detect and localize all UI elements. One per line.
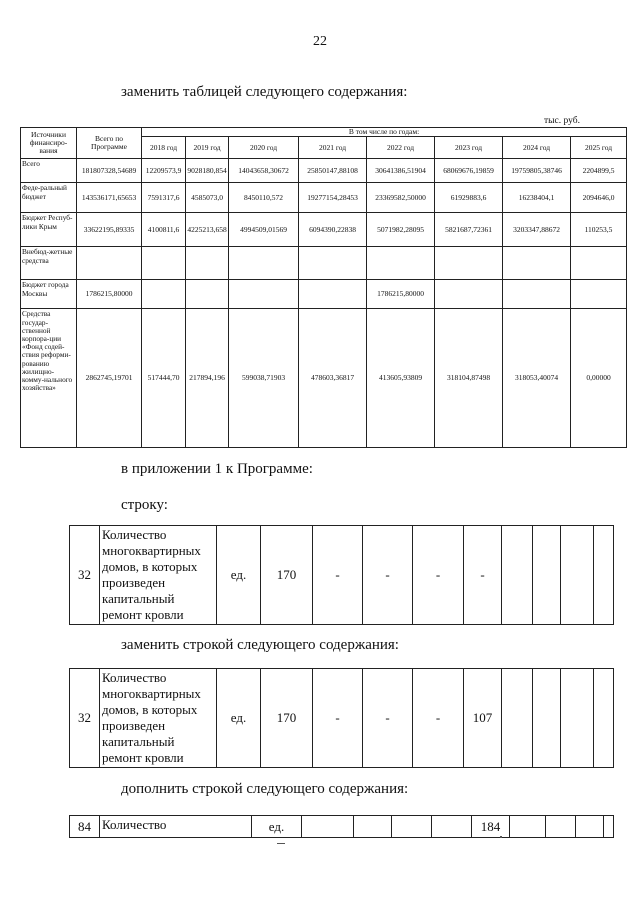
source-cell: Всего bbox=[21, 159, 77, 183]
value-cell: 517444,70 bbox=[142, 309, 186, 448]
page-number: 22 bbox=[313, 34, 327, 49]
scan-mark bbox=[277, 843, 285, 844]
value-cell: 0,00000 bbox=[571, 309, 627, 448]
heading-replace-table: заменить таблицей следующего содержания: bbox=[121, 84, 408, 100]
indicator-name-cell: Количество многоквартирных домов, в которых произведен капитальный ремонт кровли bbox=[100, 526, 217, 625]
value-cell: 2094646,0 bbox=[571, 183, 627, 213]
source-cell: Бюджет Респуб-лики Крым bbox=[21, 213, 77, 247]
value-cell: 599038,71903 bbox=[229, 309, 299, 448]
value-cell: 413605,93809 bbox=[367, 309, 435, 448]
total-cell: 143536171,65653 bbox=[77, 183, 142, 213]
value-cell: 478603,36817 bbox=[299, 309, 367, 448]
value-cell: 2204899,5 bbox=[571, 159, 627, 183]
heading-add-row: дополнить строкой следующего содержания: bbox=[121, 781, 409, 797]
year-value-cell: - bbox=[413, 669, 464, 768]
year-value-cell bbox=[432, 816, 472, 838]
year-header-1: 2018 год bbox=[142, 137, 186, 159]
row-new-table bbox=[69, 668, 614, 768]
row-add-table bbox=[69, 815, 614, 838]
base-value-cell: 170 bbox=[261, 669, 313, 768]
total-cell: 1786215,80000 bbox=[77, 280, 142, 309]
year-value-cell bbox=[594, 669, 614, 768]
value-cell: 318104,87498 bbox=[435, 309, 503, 448]
value-cell bbox=[367, 247, 435, 280]
year-value-cell bbox=[533, 669, 561, 768]
total-cell: 2862745,19701 bbox=[77, 309, 142, 448]
heading-replace-row: заменить строкой следующего содержания: bbox=[121, 637, 399, 653]
value-cell: 4585073,0 bbox=[186, 183, 229, 213]
year-value-cell bbox=[561, 669, 594, 768]
table-row bbox=[21, 213, 627, 247]
year-value-cell bbox=[533, 526, 561, 625]
value-cell: 110253,5 bbox=[571, 213, 627, 247]
source-cell: Внебюд-жетные средства bbox=[21, 247, 77, 280]
year-value-cell: - bbox=[413, 526, 464, 625]
value-cell: 7591317,6 bbox=[142, 183, 186, 213]
value-cell: 14043658,30672 bbox=[229, 159, 299, 183]
row-old-table bbox=[69, 525, 614, 625]
value-cell bbox=[186, 247, 229, 280]
table-row bbox=[21, 309, 627, 448]
year-value-cell: - bbox=[363, 669, 413, 768]
value-cell: 16238404,1 bbox=[503, 183, 571, 213]
value-cell: 4225213,658 bbox=[186, 213, 229, 247]
heading-appendix: в приложении 1 к Программе: bbox=[121, 461, 313, 477]
finance-table bbox=[20, 127, 627, 448]
year-value-cell: 184 bbox=[472, 816, 510, 838]
value-cell bbox=[299, 247, 367, 280]
year-value-cell: - bbox=[313, 526, 363, 625]
row-number-cell: 84 bbox=[70, 816, 100, 838]
row-number-cell: 32 bbox=[70, 526, 100, 625]
unit-cell: ед. bbox=[217, 669, 261, 768]
value-cell: 68069676,19859 bbox=[435, 159, 503, 183]
total-cell: 181807328,54689 bbox=[77, 159, 142, 183]
value-cell bbox=[229, 280, 299, 309]
indicator-name-cell: Количество многоквартирных домов, в которых произведен капитальный ремонт кровли bbox=[100, 669, 217, 768]
base-value-cell bbox=[302, 816, 354, 838]
indicator-name-cell: Количество bbox=[100, 816, 252, 838]
source-cell: Средства государ-ственной корпора-ции «Фонд содей-ствия реформи-рованию жилищно-комму-нального хозяйства» bbox=[21, 309, 77, 448]
year-value-cell bbox=[354, 816, 392, 838]
value-cell: 217894,196 bbox=[186, 309, 229, 448]
value-cell: 4100811,6 bbox=[142, 213, 186, 247]
year-value-cell bbox=[576, 816, 604, 838]
year-header-3: 2020 год bbox=[229, 137, 299, 159]
value-cell: 318053,40074 bbox=[503, 309, 571, 448]
value-cell bbox=[435, 247, 503, 280]
row-new bbox=[70, 669, 614, 768]
year-header-2: 2019 год bbox=[186, 137, 229, 159]
table-row bbox=[21, 247, 627, 280]
year-value-cell: - bbox=[464, 526, 502, 625]
year-value-cell bbox=[561, 526, 594, 625]
year-value-cell bbox=[594, 526, 614, 625]
value-cell bbox=[229, 247, 299, 280]
year-value-cell bbox=[604, 816, 614, 838]
value-cell: 4994509,01569 bbox=[229, 213, 299, 247]
year-header-7: 2024 год bbox=[503, 137, 571, 159]
value-cell bbox=[186, 280, 229, 309]
scan-dot bbox=[500, 836, 502, 838]
value-cell bbox=[142, 280, 186, 309]
year-header-4: 2021 год bbox=[299, 137, 367, 159]
total-cell: 33622195,89335 bbox=[77, 213, 142, 247]
source-cell: Бюджет города Москвы bbox=[21, 280, 77, 309]
value-cell: 1786215,80000 bbox=[367, 280, 435, 309]
unit-cell: ед. bbox=[217, 526, 261, 625]
total-cell bbox=[77, 247, 142, 280]
year-value-cell: - bbox=[313, 669, 363, 768]
value-cell bbox=[299, 280, 367, 309]
row-old bbox=[70, 526, 614, 625]
value-cell: 9028180,854 bbox=[186, 159, 229, 183]
year-header-6: 2023 год bbox=[435, 137, 503, 159]
table-row bbox=[21, 280, 627, 309]
row-add bbox=[70, 816, 614, 838]
heading-row: строку: bbox=[121, 497, 168, 513]
year-value-cell: - bbox=[363, 526, 413, 625]
year-value-cell bbox=[510, 816, 546, 838]
value-cell: 23369582,50000 bbox=[367, 183, 435, 213]
value-cell: 12209573,9 bbox=[142, 159, 186, 183]
value-cell: 5821687,72361 bbox=[435, 213, 503, 247]
year-value-cell bbox=[546, 816, 576, 838]
row-number-cell: 32 bbox=[70, 669, 100, 768]
value-cell bbox=[571, 280, 627, 309]
value-cell: 3203347,88672 bbox=[503, 213, 571, 247]
header-source: Источники финансиро-вания bbox=[21, 128, 77, 159]
value-cell: 5071982,28095 bbox=[367, 213, 435, 247]
value-cell bbox=[503, 247, 571, 280]
value-cell: 6094390,22838 bbox=[299, 213, 367, 247]
value-cell: 30641386,51904 bbox=[367, 159, 435, 183]
unit-cell: ед. bbox=[252, 816, 302, 838]
year-value-cell: 107 bbox=[464, 669, 502, 768]
value-cell bbox=[142, 247, 186, 280]
value-cell bbox=[503, 280, 571, 309]
header-total: Всего по Программе bbox=[77, 128, 142, 159]
year-header-8: 2025 год bbox=[571, 137, 627, 159]
year-header-5: 2022 год bbox=[367, 137, 435, 159]
year-value-cell bbox=[502, 526, 533, 625]
year-value-cell bbox=[502, 669, 533, 768]
value-cell: 19759805,38746 bbox=[503, 159, 571, 183]
value-cell: 19277154,28453 bbox=[299, 183, 367, 213]
value-cell bbox=[571, 247, 627, 280]
unit-label: тыс. руб. bbox=[544, 116, 580, 126]
value-cell: 25850147,88108 bbox=[299, 159, 367, 183]
header-by-years: В том числе по годам: bbox=[142, 128, 627, 137]
value-cell bbox=[435, 280, 503, 309]
value-cell: 8450110,572 bbox=[229, 183, 299, 213]
value-cell: 61929883,6 bbox=[435, 183, 503, 213]
base-value-cell: 170 bbox=[261, 526, 313, 625]
table-row bbox=[21, 183, 627, 213]
source-cell: Феде-ральный бюджет bbox=[21, 183, 77, 213]
year-value-cell bbox=[392, 816, 432, 838]
table-row bbox=[21, 159, 627, 183]
